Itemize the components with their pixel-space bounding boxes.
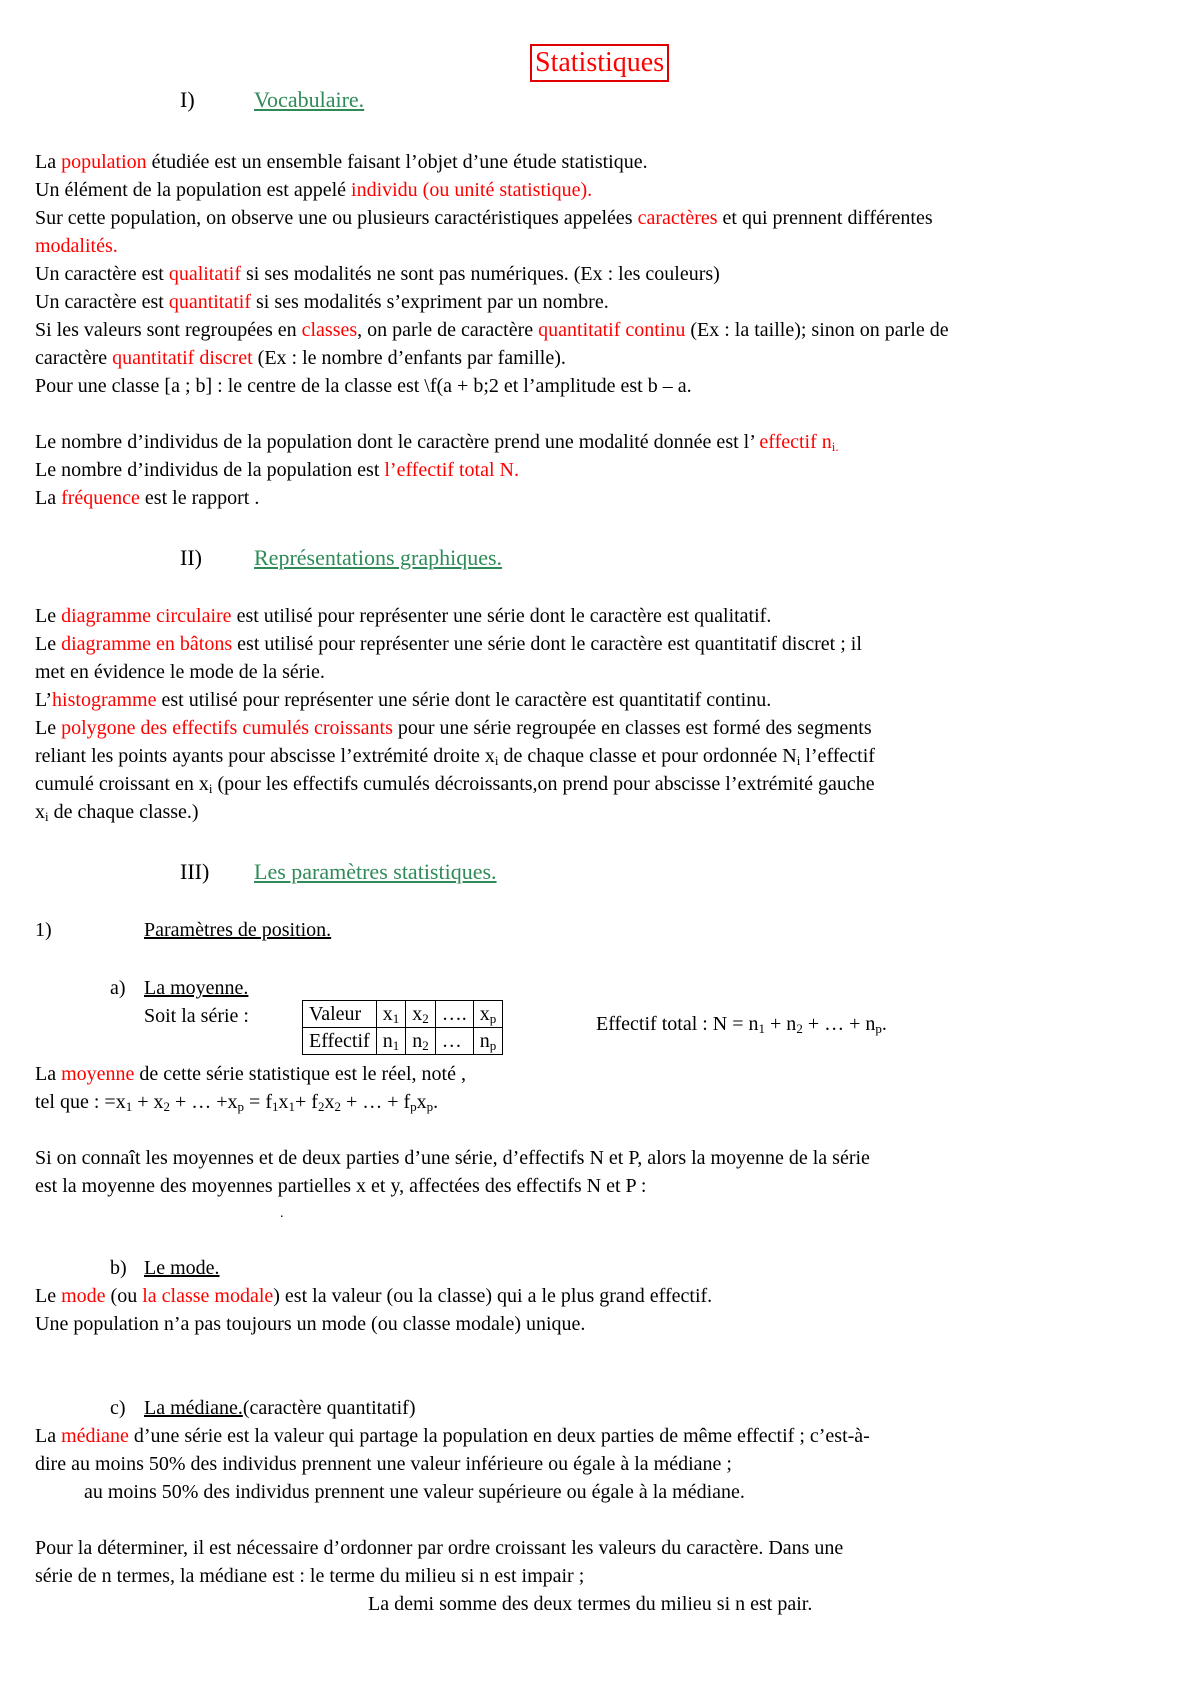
text-line: Pour la déterminer, il est nécessaire d’ordonner par ordre croissant les valeurs du caractère. Dans une [35,1537,844,1559]
table-cell: $n_2$ [406,1028,436,1055]
text-line: La moyenne de cette série statistique est le réel, noté , [35,1063,466,1085]
text-line: série de n termes, la médiane est : le terme du milieu si n est impair ; [35,1565,585,1587]
subsection-title: Paramètres de position. [144,919,332,941]
text-line: La population étudiée est un ensemble faisant l’objet d’une étude statistique. [35,151,648,173]
section-heading-vocabulaire: Vocabulaire. [254,87,365,112]
text-line: Le polygone des effectifs cumulés croissants pour une série regroupée en classes est formé des segments [35,717,872,739]
section-number: I) [180,87,195,112]
text-line: Soit la série : [144,1005,249,1027]
table-cell: $n_p$ [473,1028,503,1055]
text-line: . [280,1206,284,1221]
text-line: La médiane d’une série est la valeur qui partage la population en deux parties de même effectif ; c’est-à- [35,1425,870,1447]
table-cell: Valeur [303,1001,377,1028]
table-cell: … [435,1028,473,1055]
text-line: Si on connaît les moyennes et de deux parties d’une série, d’effectifs N et P, alors la moyenne de la série [35,1147,870,1169]
item-label: c) [110,1397,126,1419]
table-cell: $x_1$ [376,1001,406,1028]
effectif-total: Effectif total : $N = n_1 + n_2$ + … + $n_p$. [596,1013,887,1036]
section-number: II) [180,545,202,570]
item-title-mediane: La médiane.(caractère quantitatif) [144,1397,416,1419]
text-line: reliant les points ayants pour abscisse l’extrémité droite $x_i$ de chaque classe et pour ordonnée $N_i$ l’effectif [35,745,875,768]
table-cell: $n_1$ [376,1028,406,1055]
text-line: Un caractère est quantitatif si ses modalités s’expriment par un nombre. [35,291,609,313]
text-line: Le mode (ou la classe modale) est la valeur (ou la classe) qui a le plus grand effectif. [35,1285,713,1307]
item-label: b) [110,1257,127,1279]
text-line: Le nombre d’individus de la population est l’effectif total N. [35,459,519,481]
text-line: Une population n’a pas toujours un mode (ou classe modale) unique. [35,1313,586,1335]
table-cell: $x_2$ [406,1001,436,1028]
text-line: Un élément de la population est appelé individu (ou unité statistique). [35,179,593,201]
subsection-number: 1) [35,919,52,941]
text-line: Le nombre d’individus de la population dont le caractère prend une modalité donnée est l’ effectif $n_{i.}$ [35,431,839,454]
table-row [303,1001,503,1028]
table-cell: …. [435,1001,473,1028]
text-line: caractère quantitatif discret (Ex : le nombre d’enfants par famille). [35,347,566,369]
item-title-mode: Le mode. [144,1257,220,1279]
text-line: $x_i$ de chaque classe.) [35,801,199,824]
text-line: Le diagramme circulaire est utilisé pour représenter une série dont le caractère est qualitatif. [35,605,772,627]
text-line: La demi somme des deux termes du milieu si n est pair. [368,1593,813,1615]
table-row [303,1028,503,1055]
text-line: Sur cette population, on observe une ou plusieurs caractéristiques appelées caractères et qui prennent différentes [35,207,933,229]
section-number: III) [180,859,210,884]
text-line: L’histogramme est utilisé pour représenter une série dont le caractère est quantitatif continu. [35,689,772,711]
section-heading-parametres: Les paramètres statistiques. [254,859,497,884]
table-cell: Effectif [303,1028,377,1055]
text-line: au moins 50% des individus prennent une valeur supérieure ou égale à la médiane. [84,1481,745,1503]
text-line: Un caractère est qualitatif si ses modalités ne sont pas numériques. (Ex : les couleurs) [35,263,720,285]
table-cell: $x_p$ [473,1001,503,1028]
text-line: Le diagramme en bâtons est utilisé pour représenter une série dont le caractère est quantitatif discret ; il [35,633,862,655]
page-title: Statistiques [530,44,669,82]
section-heading-representations: Représentations graphiques. [254,545,503,570]
text-line: Si les valeurs sont regroupées en classes, on parle de caractère quantitatif continu (Ex : la taille); sinon on parle de [35,319,949,341]
text-line: dire au moins 50% des individus prennent une valeur inférieure ou égale à la médiane ; [35,1453,732,1475]
item-label: a) [110,977,126,999]
text-line: est la moyenne des moyennes partielles x et y, affectées des effectifs N et P : [35,1175,647,1197]
values-table [302,1000,503,1055]
text-line: met en évidence le mode de la série. [35,661,325,683]
text-line: cumulé croissant en $x_i$ (pour les effectifs cumulés décroissants,on prend pour abscisse l’extrémité gauche [35,773,875,796]
item-title-moyenne: La moyenne. [144,977,249,999]
text-line: La fréquence est le rapport . [35,487,260,509]
formula-line: tel que : $=x_1 + x_2$ + … $+x_p = f_1x_1+ f_2x_2$ + … + $f_px_p$. [35,1091,439,1114]
text-line: Pour une classe [a ; b] : le centre de la classe est \f(a + b;2 et l’amplitude est b – a. [35,375,692,397]
text-line: modalités. [35,235,118,257]
